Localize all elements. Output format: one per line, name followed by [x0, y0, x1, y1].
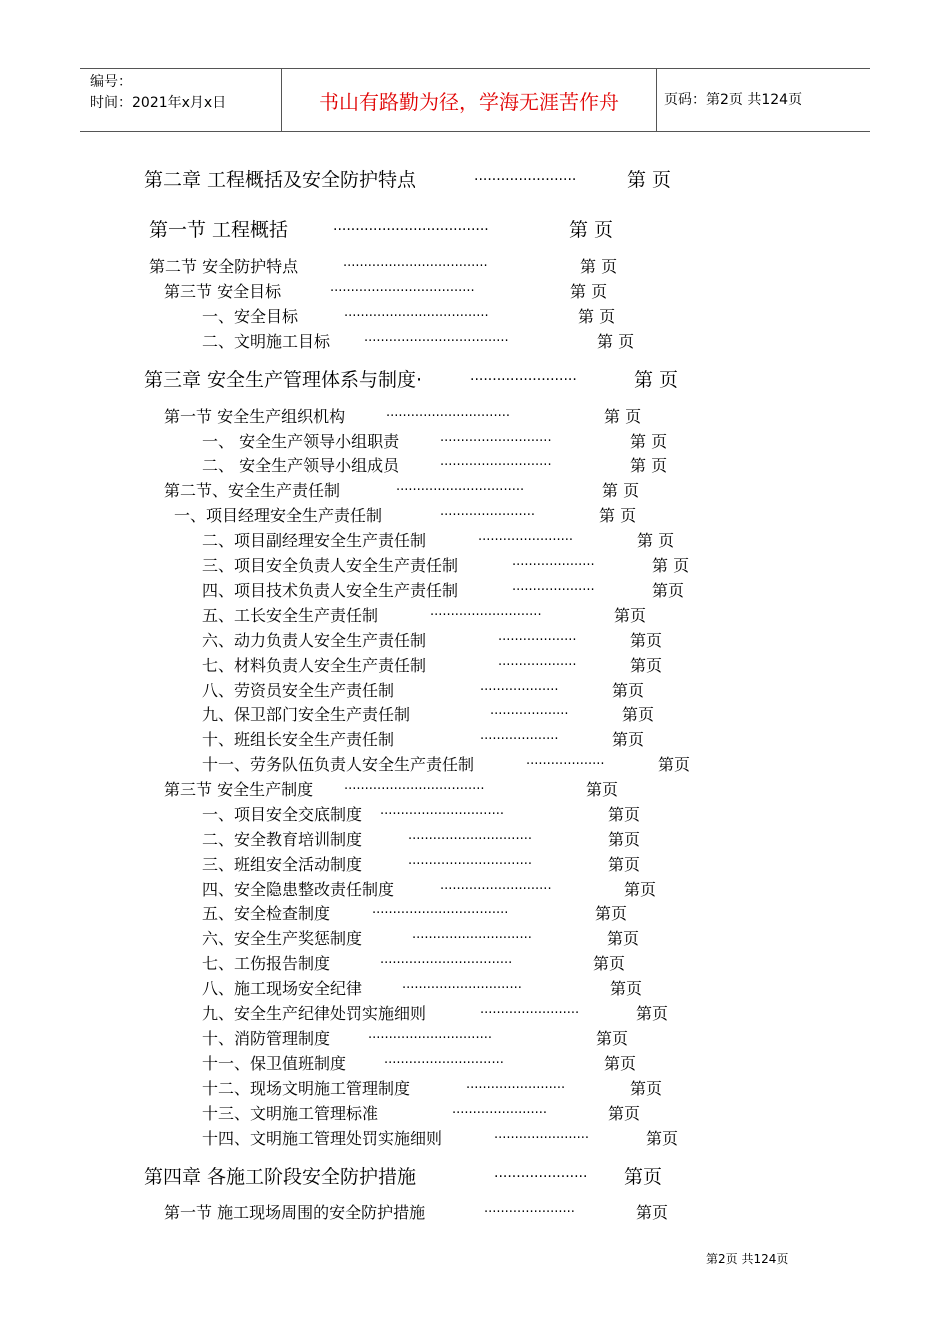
toc-entry-dots: ···················: [490, 707, 569, 722]
toc-entry-dots: ·······························: [396, 483, 525, 498]
toc-entry-dots: ·······················: [452, 1106, 548, 1121]
toc-entry-title: 二、 安全生产领导小组成员: [202, 456, 400, 475]
toc-entry-dots: ·······················: [478, 533, 574, 548]
toc-entry-page: 第页: [614, 606, 647, 625]
toc-entry-title: 五、安全检查制度: [202, 904, 331, 923]
toc-entry-dots: ·······················: [494, 1131, 590, 1146]
toc-entry-dots: ························: [480, 1006, 580, 1021]
toc-entry-title: 九、安全生产纪律处罚实施细则: [202, 1004, 427, 1023]
toc-entry-title: 一、安全目标: [202, 307, 299, 326]
toc-entry-dots: ···································: [343, 259, 488, 274]
toc-entry-title: 三、班组安全活动制度: [202, 855, 363, 874]
toc-entry-title: 第三节 安全目标: [164, 282, 282, 301]
toc-entry-title: 第一节 安全生产组织机构: [164, 407, 346, 426]
toc-entry-title: 十三、文明施工管理标准: [202, 1104, 379, 1123]
header-motto: 书山有路勤为径，学海无涯苦作舟: [281, 69, 657, 131]
toc-entry-title: 第四章 各施工阶段安全防护措施: [144, 1166, 417, 1188]
toc-entry-title: 十一、保卫值班制度: [202, 1054, 347, 1073]
page-footer: 第2页 共124页: [706, 1252, 789, 1266]
toc-entry-page: 第页: [586, 780, 619, 799]
toc-entry-page: 第页: [630, 631, 663, 650]
toc-entry-title: 五、工长安全生产责任制: [202, 606, 379, 625]
toc-entry-title: 二、安全教育培训制度: [202, 830, 363, 849]
toc-entry-title: 一、项目经理安全生产责任制: [174, 506, 383, 525]
toc-entry-page: 第 页: [599, 506, 637, 525]
toc-entry-title: 第三节 安全生产制度: [164, 780, 314, 799]
toc-entry-page: 第页: [658, 755, 691, 774]
toc-entry-page: 第页: [608, 1104, 641, 1123]
toc-entry-dots: ···························: [440, 434, 552, 449]
toc-entry-page: 第 页: [652, 556, 690, 575]
toc-entry-title: 六、动力负责人安全生产责任制: [202, 631, 427, 650]
toc-entry-title: 八、劳资员安全生产责任制: [202, 681, 395, 700]
toc-entry-page: 第页: [608, 805, 641, 824]
toc-entry-page: 第页: [624, 1166, 663, 1188]
toc-entry-title: 四、安全隐患整改责任制度: [202, 880, 395, 899]
toc-entry-title: 七、材料负责人安全生产责任制: [202, 656, 427, 675]
toc-entry-title: 六、安全生产奖惩制度: [202, 929, 363, 948]
toc-entry-dots: ·····························: [402, 981, 522, 996]
toc-entry-page: 第页: [604, 1054, 637, 1073]
toc-entry-dots: ······························: [408, 832, 532, 847]
toc-entry-page: 第页: [610, 979, 643, 998]
toc-entry-title: 二、项目副经理安全生产责任制: [202, 531, 427, 550]
toc-entry-page: 第 页: [597, 332, 635, 351]
toc-entry-title: 第二节 安全防护特点: [149, 257, 299, 276]
toc-entry-dots: ···················: [480, 732, 559, 747]
toc-entry-page: 第页: [652, 581, 685, 600]
toc-entry-dots: ·······················: [440, 508, 536, 523]
toc-entry-page: 第页: [608, 830, 641, 849]
toc-entry-page: 第页: [607, 929, 640, 948]
toc-entry-page: 第 页: [580, 257, 618, 276]
toc-entry-title: 第一节 工程概括: [149, 219, 289, 241]
toc-entry-dots: ···························: [440, 458, 552, 473]
toc-entry-page: 第 页: [630, 456, 668, 475]
toc-entry-page: 第页: [636, 1203, 669, 1222]
toc-entry-page: 第 页: [630, 432, 668, 451]
toc-entry-dots: ······················: [484, 1205, 575, 1220]
toc-entry-page: 第页: [593, 954, 626, 973]
toc-entry-dots: ·····························: [412, 931, 532, 946]
toc-entry-dots: ···························: [430, 608, 542, 623]
toc-entry-page: 第页: [636, 1004, 669, 1023]
toc-entry-dots: ···································: [364, 334, 509, 349]
toc-entry-title: 十四、文明施工管理处罚实施细则: [202, 1129, 443, 1148]
toc-entry-page: 第页: [612, 681, 645, 700]
toc-entry-dots: ·································: [372, 906, 509, 921]
time-label: 时间：2021年x月x日: [90, 95, 227, 111]
toc-entry-dots: ························: [466, 1081, 566, 1096]
toc-entry-dots: ····················: [512, 558, 595, 573]
toc-entry-page: 第页: [630, 1079, 663, 1098]
toc-entry-title: 一、项目安全交底制度: [202, 805, 363, 824]
toc-entry-dots: ·····················: [494, 1169, 588, 1185]
number-label: 编号：: [90, 74, 132, 90]
toc-entry-title: 第三章 安全生产管理体系与制度·: [144, 369, 423, 391]
toc-entry-title: 第二章 工程概括及安全防护特点: [144, 169, 417, 191]
toc-entry-dots: ························: [470, 372, 577, 388]
toc-entry-dots: ···································: [333, 222, 489, 238]
toc-entry-dots: ·······················: [474, 172, 577, 188]
toc-entry-dots: ······························: [368, 1031, 492, 1046]
toc-entry-page: 第页: [622, 705, 655, 724]
toc-entry-page: 第页: [646, 1129, 679, 1148]
toc-entry-title: 八、施工现场安全纪律: [202, 979, 363, 998]
toc-entry-title: 九、保卫部门安全生产责任制: [202, 705, 411, 724]
toc-entry-page: 第 页: [570, 282, 608, 301]
toc-entry-title: 七、工伤报告制度: [202, 954, 331, 973]
toc-entry-title: 二、文明施工目标: [202, 332, 331, 351]
toc-entry-dots: ···················: [526, 757, 605, 772]
toc-entry-title: 三、项目安全负责人安全生产责任制: [202, 556, 459, 575]
toc-entry-dots: ····················: [512, 583, 595, 598]
toc-entry-dots: ································: [380, 956, 513, 971]
toc-entry-title: 一、 安全生产领导小组职责: [202, 432, 400, 451]
toc-entry-page: 第 页: [602, 481, 640, 500]
toc-entry-page: 第页: [595, 904, 628, 923]
toc-entry-dots: ··································: [344, 782, 485, 797]
toc-entry-title: 第一节 施工现场周围的安全防护措施: [164, 1203, 426, 1222]
toc-entry-title: 十、消防管理制度: [202, 1029, 331, 1048]
toc-entry-page: 第 页: [627, 169, 672, 191]
toc-entry-page: 第页: [596, 1029, 629, 1048]
toc-entry-page: 第 页: [634, 369, 679, 391]
toc-entry-dots: ······························: [380, 807, 504, 822]
toc-entry-dots: ···················: [498, 658, 577, 673]
toc-entry-dots: ···················: [498, 633, 577, 648]
toc-entry-title: 第二节、安全生产责任制: [164, 481, 341, 500]
toc-entry-page: 第页: [630, 656, 663, 675]
toc-entry-dots: ···················: [480, 683, 559, 698]
toc-entry-title: 十一、劳务队伍负责人安全生产责任制: [202, 755, 475, 774]
toc-entry-page: 第页: [608, 855, 641, 874]
header-page-info: 页码：第2页 共124页: [664, 92, 803, 108]
toc-entry-dots: ···································: [330, 284, 475, 299]
toc-entry-dots: ···································: [344, 309, 489, 324]
toc-entry-page: 第 页: [604, 407, 642, 426]
toc-entry-title: 四、项目技术负责人安全生产责任制: [202, 581, 459, 600]
toc-entry-page: 第页: [612, 730, 645, 749]
toc-entry-page: 第 页: [578, 307, 616, 326]
toc-entry-page: 第 页: [569, 219, 614, 241]
toc-entry-dots: ······························: [408, 857, 532, 872]
toc-entry-page: 第 页: [637, 531, 675, 550]
toc-entry-title: 十二、现场文明施工管理制度: [202, 1079, 411, 1098]
toc-entry-page: 第页: [624, 880, 657, 899]
toc-entry-dots: ·····························: [384, 1056, 504, 1071]
toc-entry-title: 十、班组长安全生产责任制: [202, 730, 395, 749]
toc-entry-dots: ···························: [440, 882, 552, 897]
toc-entry-dots: ······························: [386, 409, 510, 424]
